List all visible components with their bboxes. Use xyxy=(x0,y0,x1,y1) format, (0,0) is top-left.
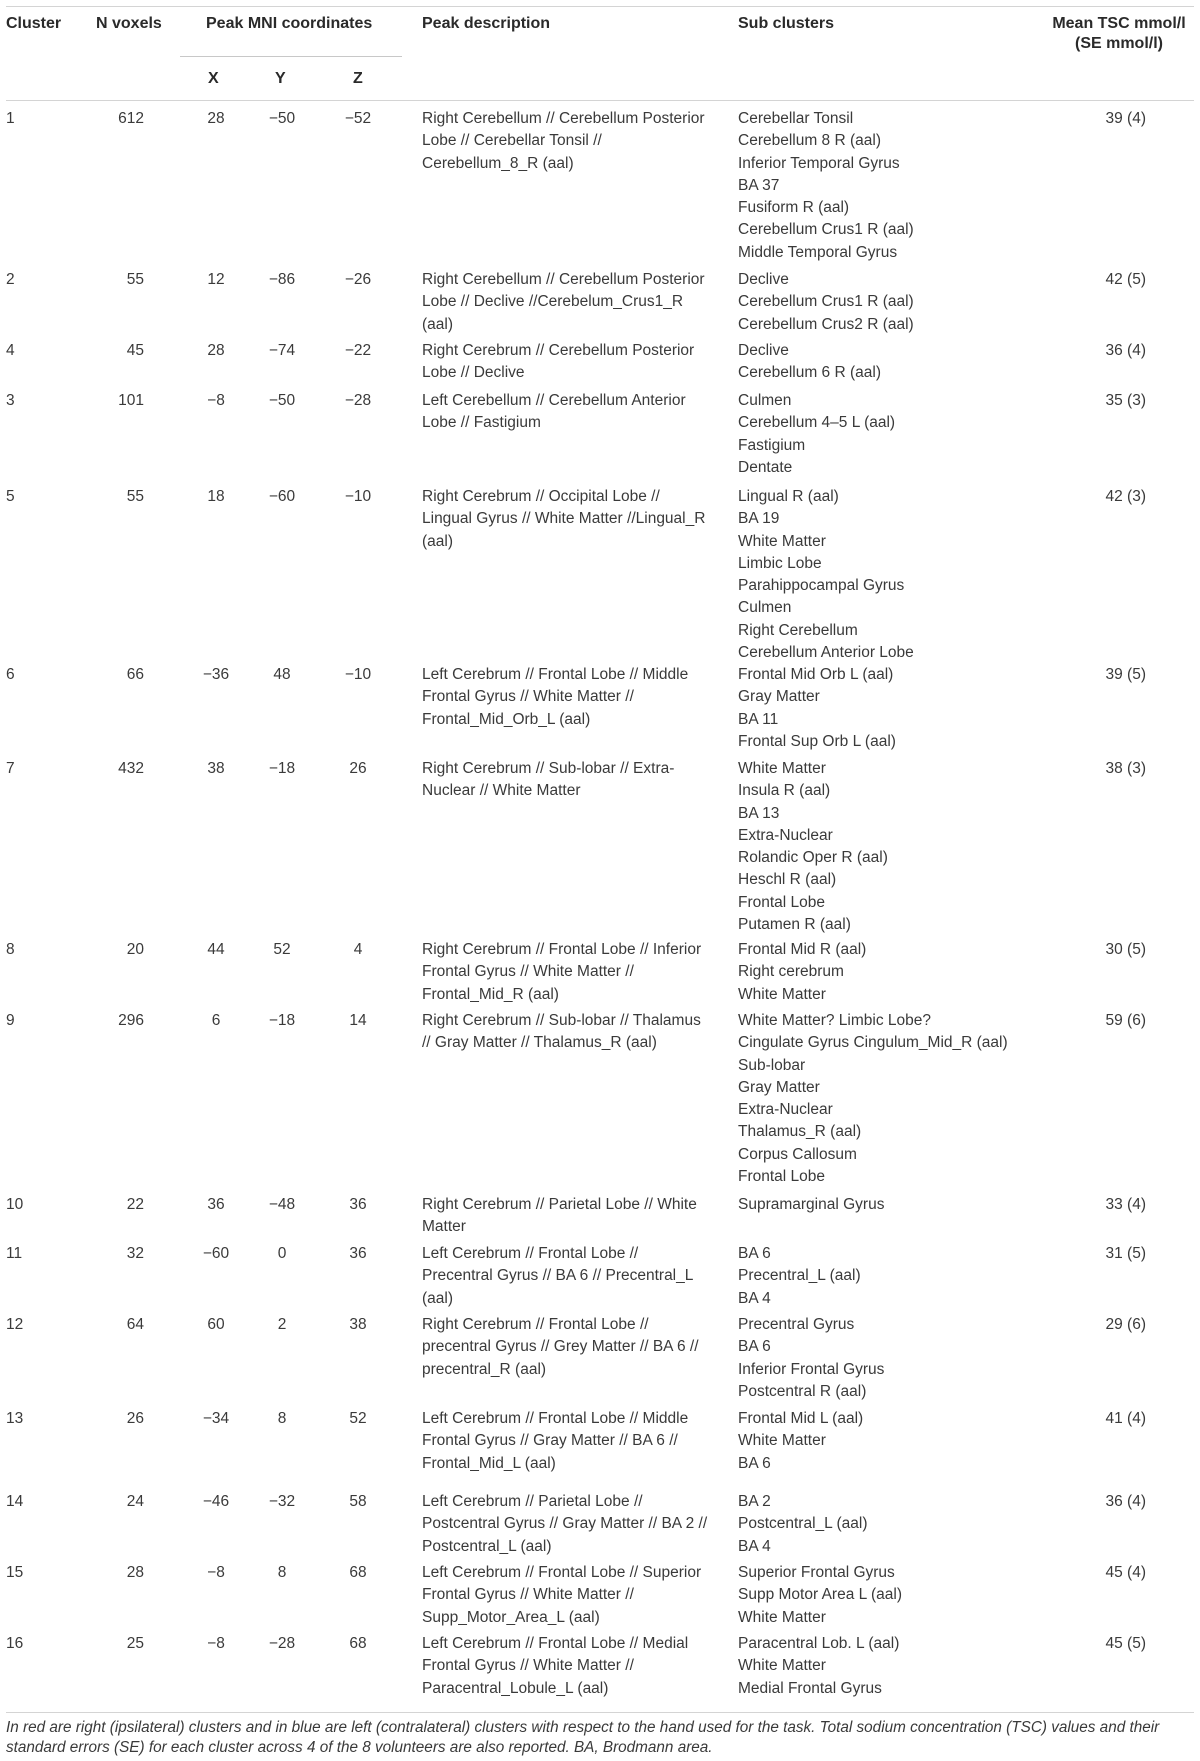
header-z: Z xyxy=(353,70,363,87)
cell-sub-clusters xyxy=(738,664,896,753)
header-peak-mni: Peak MNI coordinates xyxy=(206,15,373,32)
cell-n-voxels: 26 xyxy=(126,1410,144,1427)
cell-peak-description: Left Cerebrum // Frontal Lobe // Middle Frontal Gyrus // Gray Matter // BA 6 // Frontal_Mid_L (aal) xyxy=(422,1410,689,1472)
sub-cluster-item: Cerebellum 4–5 L (aal) xyxy=(738,414,896,432)
cell-mean-tsc: 45 (4) xyxy=(1105,1564,1146,1581)
table-bottom-rule xyxy=(6,1712,1194,1713)
cell-cluster: 7 xyxy=(6,760,15,777)
cell-x: −46 xyxy=(202,1493,230,1510)
cell-mean-tsc: 39 (5) xyxy=(1105,666,1146,683)
cell-cluster: 11 xyxy=(6,1245,23,1262)
sub-cluster-item: Dentate xyxy=(738,458,793,476)
cell-y: 8 xyxy=(277,1564,287,1581)
sub-cluster-item: Postcentral_L (aal) xyxy=(738,1515,868,1533)
cell-mean-tsc: 42 (3) xyxy=(1105,488,1146,505)
cell-n-voxels: 101 xyxy=(118,392,144,409)
header-sub-clusters: Sub clusters xyxy=(738,15,835,32)
cell-z: 68 xyxy=(349,1564,367,1581)
cell-sub-clusters xyxy=(738,1633,899,1700)
sub-cluster-item: Thalamus_R (aal) xyxy=(738,1123,862,1141)
cell-n-voxels: 25 xyxy=(126,1635,144,1652)
cell-n-voxels: 45 xyxy=(126,342,144,359)
cell-peak-description: Left Cerebrum // Frontal Lobe // Middle Frontal Gyrus // White Matter // Frontal_Mid_Orb_L (aal) xyxy=(422,666,689,728)
cell-sub-clusters xyxy=(738,390,895,479)
table-footnote: In red are right (ipsilateral) clusters and in blue are left (contralateral) clusters with respect to the hand used for the task. Total sodium concentration (TSC) values and their standard errors (SE) for each cluster across 4 of the 8 volunteers are also reported. BA, Brodmann area. xyxy=(6,1719,1160,1756)
cell-y: −50 xyxy=(268,110,296,127)
sub-cluster-item: White Matter xyxy=(738,532,826,550)
cell-z: 4 xyxy=(353,941,363,958)
cell-n-voxels: 296 xyxy=(118,1012,144,1029)
cell-z: 58 xyxy=(349,1493,367,1510)
cell-n-voxels: 64 xyxy=(126,1316,144,1333)
sub-cluster-item: Frontal Lobe xyxy=(738,893,826,911)
sub-cluster-item: Inferior Frontal Gyrus xyxy=(738,1360,885,1378)
cell-peak-description: Left Cerebrum // Parietal Lobe // Postcentral Gyrus // Gray Matter // BA 2 // Postcentral_L (aal) xyxy=(422,1493,708,1555)
cell-mean-tsc: 30 (5) xyxy=(1105,941,1146,958)
cell-sub-clusters xyxy=(738,269,914,336)
sub-cluster-item: BA 2 xyxy=(738,1493,771,1510)
cell-x: −34 xyxy=(202,1410,230,1427)
cell-y: 52 xyxy=(273,941,291,958)
cell-cluster: 6 xyxy=(6,666,15,683)
cell-mean-tsc: 42 (5) xyxy=(1105,271,1146,288)
cell-sub-clusters xyxy=(738,340,881,385)
cell-sub-clusters xyxy=(738,1010,1008,1188)
sub-cluster-item: White Matter? Limbic Lobe? xyxy=(738,1012,931,1029)
cell-cluster: 4 xyxy=(6,342,15,359)
cell-mean-tsc: 33 (4) xyxy=(1105,1196,1146,1213)
sub-cluster-item: Cerebellar Tonsil xyxy=(738,110,854,127)
cell-sub-clusters xyxy=(738,1562,902,1629)
cell-peak-description: Right Cerebellum // Cerebellum Posterior Lobe // Declive //Cerebelum_Crus1_R (aal) xyxy=(422,271,705,333)
cell-x: 18 xyxy=(207,488,225,505)
cell-z: −22 xyxy=(344,342,372,359)
cell-z: 26 xyxy=(349,760,367,777)
cell-n-voxels: 24 xyxy=(126,1493,144,1510)
cell-x: −8 xyxy=(207,392,225,409)
cell-z: −52 xyxy=(344,110,372,127)
cell-n-voxels: 32 xyxy=(126,1245,144,1262)
cell-peak-description: Left Cerebrum // Frontal Lobe // Superior Frontal Gyrus // White Matter // Supp_Motor_Area_L (aal) xyxy=(422,1564,702,1626)
cell-sub-clusters xyxy=(738,1408,863,1475)
cell-peak-description: Right Cerebrum // Parietal Lobe // White Matter xyxy=(422,1196,697,1236)
cell-sub-clusters xyxy=(738,1491,868,1558)
header-y: Y xyxy=(275,70,286,87)
cell-n-voxels: 22 xyxy=(126,1196,144,1213)
cell-z: −26 xyxy=(344,271,372,288)
sub-cluster-item: Parahippocampal Gyrus xyxy=(738,577,905,595)
cell-cluster: 2 xyxy=(6,271,15,288)
cell-x: −60 xyxy=(202,1245,230,1262)
cell-z: 38 xyxy=(349,1316,367,1333)
cell-y: −86 xyxy=(268,271,296,288)
cell-z: 68 xyxy=(349,1635,367,1652)
header-mean-tsc xyxy=(1044,14,1194,54)
cell-x: 28 xyxy=(207,110,225,127)
sub-cluster-item: Frontal Mid R (aal) xyxy=(738,941,867,958)
cell-z: 36 xyxy=(349,1245,367,1262)
cell-x: 38 xyxy=(207,760,225,777)
cell-x: 36 xyxy=(207,1196,225,1213)
cell-n-voxels: 432 xyxy=(118,760,144,777)
cell-sub-clusters xyxy=(738,1314,884,1403)
cell-x: 6 xyxy=(211,1012,221,1029)
cell-cluster: 10 xyxy=(6,1196,24,1213)
sub-cluster-item: Sub-lobar xyxy=(738,1056,806,1074)
cell-peak-description: Right Cerebrum // Frontal Lobe // precentral Gyrus // Grey Matter // BA 6 // precentral_R (aal) xyxy=(422,1316,699,1378)
sub-cluster-item: Gray Matter xyxy=(738,688,820,706)
sub-cluster-item: BA 37 xyxy=(738,176,780,194)
sub-cluster-item: Postcentral R (aal) xyxy=(738,1382,867,1400)
cell-cluster: 1 xyxy=(6,110,15,127)
mni-subheader-rule xyxy=(180,56,402,57)
sub-cluster-item: Rolandic Oper R (aal) xyxy=(738,849,888,867)
header-cluster: Cluster xyxy=(6,15,62,32)
sub-cluster-item: Supp Motor Area L (aal) xyxy=(738,1586,902,1604)
sub-cluster-item: Frontal Sup Orb L (aal) xyxy=(738,732,896,750)
cell-z: −10 xyxy=(344,488,372,505)
cell-peak-description: Right Cerebrum // Cerebellum Posterior Lobe // Declive xyxy=(422,342,695,382)
sub-cluster-item: White Matter xyxy=(738,985,826,1003)
sub-cluster-item: BA 6 xyxy=(738,1245,771,1262)
sub-cluster-item: BA 4 xyxy=(738,1537,771,1555)
cell-peak-description: Left Cerebrum // Frontal Lobe // Medial Frontal Gyrus // White Matter // Paracentral_Lobule_L (aal) xyxy=(422,1635,689,1697)
cell-n-voxels: 55 xyxy=(126,271,144,288)
sub-cluster-item: Heschl R (aal) xyxy=(738,871,837,889)
sub-cluster-item: Gray Matter xyxy=(738,1078,820,1096)
sub-cluster-item: Declive xyxy=(738,342,789,359)
cell-x: 44 xyxy=(207,941,225,958)
header-n-voxels: N voxels xyxy=(96,15,162,32)
cell-y: 0 xyxy=(277,1245,287,1262)
cell-mean-tsc: 31 (5) xyxy=(1105,1245,1146,1262)
cell-sub-clusters xyxy=(738,1194,884,1216)
sub-cluster-item: White Matter xyxy=(738,1608,826,1626)
cell-y: −74 xyxy=(268,342,296,359)
cell-sub-clusters xyxy=(738,108,914,264)
cell-y: 2 xyxy=(277,1316,287,1333)
sub-cluster-item: Right cerebrum xyxy=(738,963,844,981)
sub-cluster-item: Precentral_L (aal) xyxy=(738,1267,861,1285)
sub-cluster-item: Frontal Mid Orb L (aal) xyxy=(738,666,894,683)
cell-mean-tsc: 59 (6) xyxy=(1105,1012,1146,1029)
sub-cluster-item: Limbic Lobe xyxy=(738,554,822,572)
sub-cluster-item: Frontal Mid L (aal) xyxy=(738,1410,864,1427)
cell-peak-description: Right Cerebellum // Cerebellum Posterior Lobe // Cerebellar Tonsil // Cerebellum_8_R (aal) xyxy=(422,110,705,172)
cell-sub-clusters xyxy=(738,486,914,664)
cell-peak-description: Right Cerebrum // Sub-lobar // Extra-Nuclear // White Matter xyxy=(422,760,675,800)
cell-n-voxels: 20 xyxy=(126,941,144,958)
cell-mean-tsc: 38 (3) xyxy=(1105,760,1146,777)
sub-cluster-item: Putamen R (aal) xyxy=(738,916,851,934)
cell-x: 12 xyxy=(207,271,225,288)
cell-peak-description: Right Cerebrum // Occipital Lobe // Lingual Gyrus // White Matter //Lingual_R (aal) xyxy=(422,488,706,550)
cell-z: −10 xyxy=(344,666,372,683)
cell-cluster: 8 xyxy=(6,941,15,958)
table-top-rule xyxy=(6,6,1194,7)
cell-cluster: 5 xyxy=(6,488,15,505)
sub-cluster-item: Supramarginal Gyrus xyxy=(738,1196,885,1213)
cell-z: −28 xyxy=(344,392,372,409)
cell-cluster: 15 xyxy=(6,1564,24,1581)
cell-mean-tsc: 35 (3) xyxy=(1105,392,1146,409)
cell-n-voxels: 612 xyxy=(118,110,144,127)
cell-cluster: 13 xyxy=(6,1410,24,1427)
sub-cluster-item: BA 19 xyxy=(738,510,780,528)
cell-cluster: 9 xyxy=(6,1012,15,1029)
sub-cluster-item: White Matter xyxy=(738,1657,826,1675)
sub-cluster-item: Precentral Gyrus xyxy=(738,1316,855,1333)
sub-cluster-item: Insula R (aal) xyxy=(738,782,831,800)
sub-cluster-item: Cerebellum 6 R (aal) xyxy=(738,364,881,382)
cell-mean-tsc: 41 (4) xyxy=(1105,1410,1146,1427)
sub-cluster-item: Cerebellum Anterior Lobe xyxy=(738,644,914,662)
sub-cluster-item: Cerebellum 8 R (aal) xyxy=(738,132,881,150)
sub-cluster-item: Paracentral Lob. L (aal) xyxy=(738,1635,900,1652)
cell-mean-tsc: 36 (4) xyxy=(1105,342,1146,359)
cell-sub-clusters xyxy=(738,1243,861,1310)
cell-mean-tsc: 29 (6) xyxy=(1105,1316,1146,1333)
header-peak-description: Peak description xyxy=(422,15,551,32)
sub-cluster-item: Declive xyxy=(738,271,789,288)
header-mean-tsc-line1: Mean TSC mmol/l xyxy=(1052,15,1186,32)
cell-peak-description: Right Cerebrum // Sub-lobar // Thalamus // Gray Matter // Thalamus_R (aal) xyxy=(422,1012,701,1052)
cell-n-voxels: 55 xyxy=(126,488,144,505)
sub-cluster-item: Middle Temporal Gyrus xyxy=(738,243,898,261)
cell-x: −8 xyxy=(207,1564,225,1581)
sub-cluster-item: Culmen xyxy=(738,392,792,409)
sub-cluster-item: Cerebellum Crus1 R (aal) xyxy=(738,221,914,239)
cell-y: −32 xyxy=(268,1493,296,1510)
cell-y: 48 xyxy=(273,666,291,683)
cell-mean-tsc: 36 (4) xyxy=(1105,1493,1146,1510)
sub-cluster-item: Extra-Nuclear xyxy=(738,1101,833,1119)
cell-y: −28 xyxy=(268,1635,296,1652)
cell-mean-tsc: 45 (5) xyxy=(1105,1635,1146,1652)
sub-cluster-item: Superior Frontal Gyrus xyxy=(738,1564,895,1581)
sub-cluster-item: Inferior Temporal Gyrus xyxy=(738,154,900,172)
cell-x: 28 xyxy=(207,342,225,359)
header-mean-tsc-line2: (SE mmol/l) xyxy=(1074,35,1163,52)
sub-cluster-item: Cingulate Gyrus Cingulum_Mid_R (aal) xyxy=(738,1034,1008,1052)
sub-cluster-item: BA 4 xyxy=(738,1289,771,1307)
cell-cluster: 16 xyxy=(6,1635,24,1652)
cell-z: 52 xyxy=(349,1410,367,1427)
cell-y: 8 xyxy=(277,1410,287,1427)
sub-cluster-item: White Matter xyxy=(738,1432,826,1450)
cell-n-voxels: 28 xyxy=(126,1564,144,1581)
cell-cluster: 3 xyxy=(6,392,15,409)
sub-cluster-item: BA 6 xyxy=(738,1338,771,1356)
sub-cluster-item: Cerebellum Crus2 R (aal) xyxy=(738,315,914,333)
cell-n-voxels: 66 xyxy=(126,666,144,683)
cell-y: −60 xyxy=(268,488,296,505)
sub-cluster-item: BA 11 xyxy=(738,710,779,728)
sub-cluster-item: BA 13 xyxy=(738,804,780,822)
sub-cluster-item: Extra-Nuclear xyxy=(738,826,833,844)
cell-peak-description: Left Cerebrum // Frontal Lobe // Precentral Gyrus // BA 6 // Precentral_L (aal) xyxy=(422,1245,693,1307)
cell-cluster: 14 xyxy=(6,1493,24,1510)
sub-cluster-item: Fusiform R (aal) xyxy=(738,199,850,217)
cell-z: 36 xyxy=(349,1196,367,1213)
cell-z: 14 xyxy=(349,1012,367,1029)
cell-peak-description: Right Cerebrum // Frontal Lobe // Inferior Frontal Gyrus // White Matter // Frontal_Mid_R (aal) xyxy=(422,941,702,1003)
sub-cluster-item: Fastigium xyxy=(738,436,806,454)
sub-cluster-item: Corpus Callosum xyxy=(738,1145,857,1163)
cell-x: −36 xyxy=(202,666,230,683)
cell-y: −18 xyxy=(268,1012,296,1029)
cell-mean-tsc: 39 (4) xyxy=(1105,110,1146,127)
sub-cluster-item: BA 6 xyxy=(738,1454,771,1472)
sub-cluster-item: Culmen xyxy=(738,599,792,617)
cell-sub-clusters xyxy=(738,758,888,936)
cell-x: −8 xyxy=(207,1635,225,1652)
cell-y: −48 xyxy=(268,1196,296,1213)
cell-y: −50 xyxy=(268,392,296,409)
header-bottom-rule xyxy=(6,100,1194,101)
cell-peak-description: Left Cerebellum // Cerebellum Anterior Lobe // Fastigium xyxy=(422,392,686,432)
cell-x: 60 xyxy=(207,1316,225,1333)
sub-cluster-item: Cerebellum Crus1 R (aal) xyxy=(738,293,914,311)
cell-cluster: 12 xyxy=(6,1316,24,1333)
sub-cluster-item: Frontal Lobe xyxy=(738,1168,826,1186)
sub-cluster-item: Lingual R (aal) xyxy=(738,488,839,505)
sub-cluster-item: Right Cerebellum xyxy=(738,621,858,639)
cell-y: −18 xyxy=(268,760,296,777)
header-x: X xyxy=(208,70,219,87)
cell-sub-clusters xyxy=(738,939,866,1006)
sub-cluster-item: Medial Frontal Gyrus xyxy=(738,1679,882,1697)
sub-cluster-item: White Matter xyxy=(738,760,826,777)
